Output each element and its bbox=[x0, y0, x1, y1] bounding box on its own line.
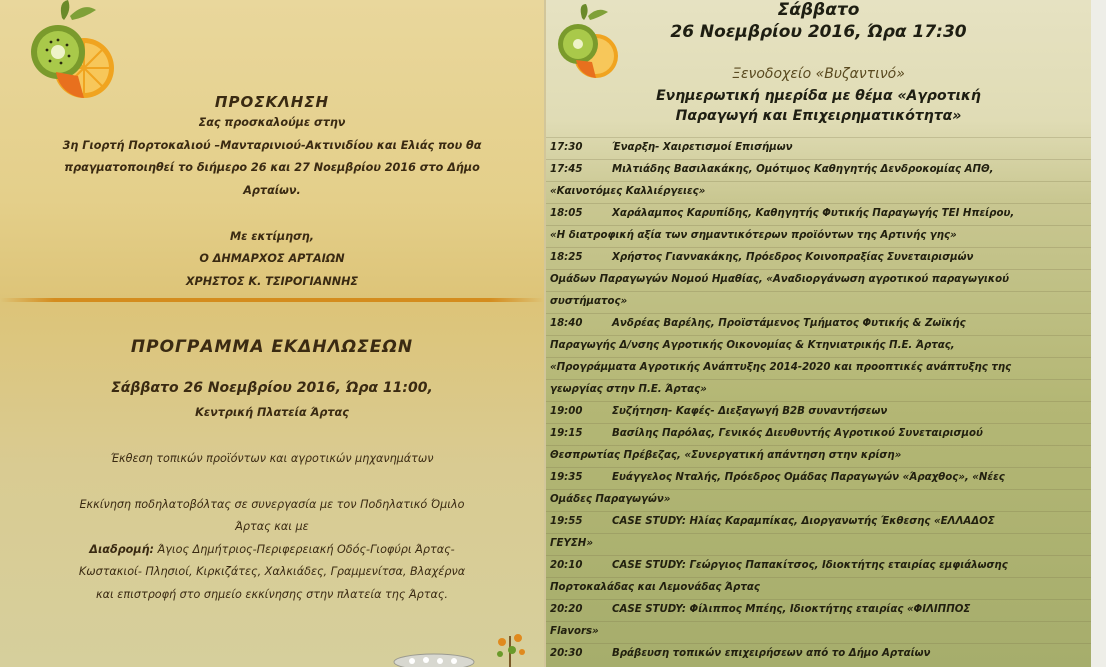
seminar-topic: Παραγωγή και Επιχειρηματικότητα» bbox=[675, 108, 962, 124]
route-line: Κωστακιοί- Πλησιοί, Κιρκιζάτες, Χαλκιάδες, Γραμμενίτσα, Βλαχέρνα bbox=[78, 565, 466, 578]
citrus-kiwi-icon bbox=[18, 0, 118, 104]
schedule-row bbox=[550, 489, 1086, 511]
invitation-line: Σας προσκαλούμε στην bbox=[198, 116, 346, 129]
schedule-row bbox=[550, 621, 1086, 643]
schedule-text: Παραγωγής Δ/νσης Αγροτικής Οικονομίας & Κτηνιατρικής Π.Ε. Άρτας, bbox=[550, 340, 955, 351]
schedule-text: «Η διατροφική αξία των σημαντικότερων προϊόντων της Αρτινής γης» bbox=[550, 230, 957, 241]
invitation-panel bbox=[0, 0, 544, 667]
schedule-time: 17:30 bbox=[550, 142, 583, 153]
schedule-row bbox=[550, 247, 1086, 269]
schedule-text: CASE STUDY: Φίλιππος Μπέης, Ιδιοκτήτης εταιρίας «ΦΙΛΙΠΠΟΣ bbox=[612, 604, 971, 615]
schedule-time: 19:15 bbox=[550, 428, 583, 439]
schedule-time: 19:00 bbox=[550, 406, 583, 417]
schedule-row bbox=[550, 423, 1086, 445]
schedule-row bbox=[550, 335, 1086, 357]
schedule-row bbox=[550, 555, 1086, 577]
schedule-text: Ομάδων Παραγωγών Νομού Ημαθίας, «Αναδιοργάνωση αγροτικού παραγωγικού bbox=[550, 274, 1009, 285]
program-title: ΠΡΟΓΡΑΜΜΑ ΕΚΔΗΛΩΣΕΩΝ bbox=[130, 337, 414, 357]
schedule-text: Έναρξη- Χαιρετισμοί Επισήμων bbox=[612, 142, 793, 153]
schedule-row bbox=[550, 225, 1086, 247]
schedule-time: 18:05 bbox=[550, 208, 583, 219]
schedule-time: 20:30 bbox=[550, 648, 583, 659]
seminar-date-time: 26 Νοεμβρίου 2016, Ώρα 17:30 bbox=[670, 22, 967, 42]
schedule-row bbox=[550, 599, 1086, 621]
schedule-row bbox=[550, 445, 1086, 467]
schedule-text: γεωργίας στην Π.Ε. Άρτας» bbox=[550, 384, 707, 395]
schedule-row bbox=[550, 511, 1086, 533]
schedule-text: Βασίλης Παρόλας, Γενικός Διευθυντής Αγροτικού Συνεταιρισμού bbox=[612, 428, 983, 439]
schedule-text: Χρήστος Γιαννακάκης, Πρόεδρος Κοινοπραξίας Συνεταιρισμών bbox=[612, 252, 974, 263]
exhibition-line: Έκθεση τοπικών προϊόντων και αγροτικών μηχανημάτων bbox=[110, 452, 434, 465]
schedule-row bbox=[550, 533, 1086, 555]
program-date-time: Σάββατο 26 Νοεμβρίου 2016, Ώρα 11:00, bbox=[111, 380, 433, 396]
mayor-title: Ο ΔΗΜΑΡΧΟΣ ΑΡΤΑΙΩΝ bbox=[199, 252, 345, 265]
schedule-row bbox=[550, 357, 1086, 379]
seminar-topic: Ενημερωτική ημερίδα με θέμα «Αγροτική bbox=[656, 88, 981, 104]
schedule-text: Συζήτηση- Καφές- Διεξαγωγή Β2Β συναντήσεων bbox=[612, 406, 888, 417]
schedule-text: Πορτοκαλάδας και Λεμονάδας Άρτας bbox=[550, 582, 760, 593]
invitation-title: ΠΡΟΣΚΛΗΣΗ bbox=[214, 93, 330, 111]
schedule-text: Ομάδες Παραγωγών» bbox=[550, 494, 671, 505]
schedule-row bbox=[550, 137, 1086, 159]
schedule-text: CASE STUDY: Γεώργιος Παπακίτσος, Ιδιοκτήτης εταιρίας εμφιάλωσης bbox=[612, 560, 1008, 571]
schedule-row bbox=[550, 401, 1086, 423]
invitation-line: πραγματοποιηθεί το διήμερο 26 και 27 Νοεμβρίου 2016 στο Δήμο bbox=[64, 161, 480, 174]
schedule-row bbox=[550, 181, 1086, 203]
program-place: Κεντρική Πλατεία Άρτας bbox=[195, 406, 349, 419]
schedule-text: Χαράλαμπος Καρυπίδης, Καθηγητής Φυτικής Παραγωγής ΤΕΙ Ηπείρου, bbox=[612, 208, 1015, 219]
schedule-time: 18:40 bbox=[550, 318, 583, 329]
schedule-row bbox=[550, 159, 1086, 181]
invitation-line: 3η Γιορτή Πορτοκαλιού –Μανταρινιού-Ακτινιδίου και Ελιάς που θα bbox=[62, 139, 482, 152]
schedule-text: «Καινοτόμες Καλλιέργειες» bbox=[550, 186, 706, 197]
seminar-day: Σάββατο bbox=[777, 0, 860, 20]
schedule-row bbox=[550, 577, 1086, 599]
section-divider bbox=[0, 298, 544, 302]
side-strip bbox=[1091, 0, 1106, 667]
schedule-time: 20:20 bbox=[550, 604, 583, 615]
schedule-text: ΓΕΥΣΗ» bbox=[550, 538, 593, 549]
bike-ride-line: Εκκίνηση ποδηλατοβόλτας σε συνεργασία με τον Ποδηλατικό Όμιλο bbox=[79, 498, 465, 511]
schedule-time: 19:35 bbox=[550, 472, 583, 483]
schedule-text: Θεσπρωτίας Πρέβεζας, «Συνεργατική απάντηση στην κρίση» bbox=[550, 450, 902, 461]
decorative-branch-icon bbox=[392, 628, 544, 667]
schedule-row bbox=[550, 203, 1086, 225]
schedule-text: Flavors» bbox=[550, 626, 599, 637]
schedule-row bbox=[550, 269, 1086, 291]
route-line bbox=[0, 539, 544, 561]
route-label: Διαδρομή: bbox=[89, 543, 155, 556]
schedule-row bbox=[550, 313, 1086, 335]
schedule-row bbox=[550, 291, 1086, 313]
schedule-text: Μιλτιάδης Βασιλακάκης, Ομότιμος Καθηγητής Δενδροκομίας ΑΠΘ, bbox=[612, 164, 994, 175]
bike-ride-line: Άρτας και με bbox=[235, 520, 309, 533]
schedule-text: Βράβευση τοπικών επιχειρήσεων από το Δήμο Αρταίων bbox=[612, 648, 931, 659]
mayor-name: ΧΡΗΣΤΟΣ Κ. ΤΣΙΡΟΓΙΑΝΝΗΣ bbox=[185, 275, 359, 288]
schedule-time: 17:45 bbox=[550, 164, 583, 175]
schedule-row bbox=[550, 643, 1086, 665]
schedule-text: Ανδρέας Βαρέλης, Προϊστάμενος Τμήματος Φυτικής & Ζωϊκής bbox=[612, 318, 966, 329]
seminar-panel bbox=[546, 0, 1091, 667]
schedule-row bbox=[550, 379, 1086, 401]
schedule-text: CASE STUDY: Ηλίας Καραμπίκας, Διοργανωτής Έκθεσης «ΕΛΛΑΔΟΣ bbox=[612, 516, 995, 527]
schedule-time: 19:55 bbox=[550, 516, 583, 527]
schedule-text: «Προγράμματα Αγροτικής Ανάπτυξης 2014-2020 και προοπτικές ανάπτυξης της bbox=[550, 362, 1012, 373]
route-line: και επιστροφή στο σημείο εκκίνησης στην πλατεία της Άρτας. bbox=[96, 588, 448, 601]
regards-line: Με εκτίμηση, bbox=[229, 230, 315, 243]
invitation-line: Αρταίων. bbox=[243, 184, 301, 197]
schedule-text: συστήματος» bbox=[550, 296, 628, 307]
seminar-venue: Ξενοδοχείο «Βυζαντινό» bbox=[732, 66, 905, 82]
schedule-time: 18:25 bbox=[550, 252, 583, 263]
schedule-time: 20:10 bbox=[550, 560, 583, 571]
schedule-text: Ευάγγελος Νταλής, Πρόεδρος Ομάδας Παραγωγών «Άραχθος», «Νέες bbox=[612, 472, 1005, 483]
route-text: Άγιος Δημήτριος-Περιφερειακή Οδός-Γιοφύρι Άρτας- bbox=[154, 543, 455, 556]
schedule-row bbox=[550, 467, 1086, 489]
